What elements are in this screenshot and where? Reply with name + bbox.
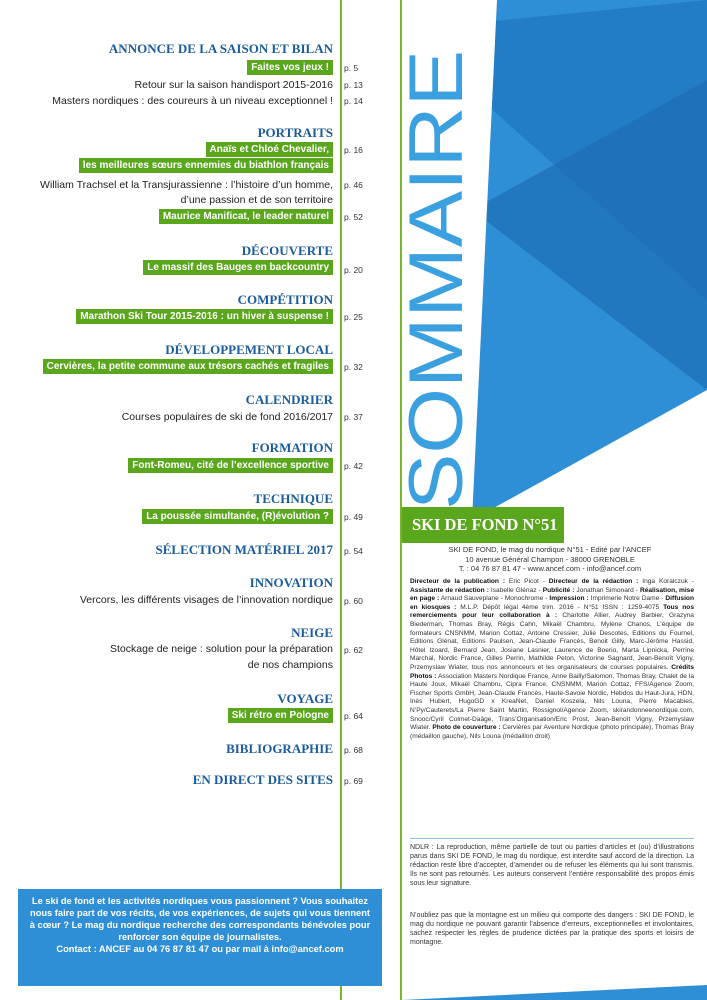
credits-block [410, 578, 694, 741]
page-number: p. 64 [344, 711, 363, 721]
page-number: p. 25 [344, 312, 363, 322]
page-number: p. 62 [344, 645, 363, 655]
page-number: p. 20 [344, 265, 363, 275]
toc-entry-highlight[interactable]: Le massif des Bauges en backcountry [143, 260, 333, 275]
credit-text: Association Masters Nordique France, Anne Bailly/Salomon, Thomas Bray, Chalet de la Haute Joux, Mikaël Chambru, Cipra France, CNSNMM, Marion Cottaz, FFS/Agence Zoom, Fischer Sports GmbH, Jean-Claude Francès, Haute-Savoie Nordic, Hebdos du Haut-Jura, HDN, Inès Hubert, HugoGD x KreaNet, Daniel Koszela, Nils Louna, Pierre Macabies, N’Py/Cauterets/La Pierre Saint Martin, Rossignol/Agence Zoom, skirandonneenordique.com, Snooc/Cyril Colmet-Daâge, Trans’Organisation/Eric Prost, Jean-Benoît Vigny, Przemyslaw Wiater. [410, 672, 694, 732]
credit-text: Inga Koralczuk - [638, 578, 694, 585]
section-heading: NEIGE [291, 625, 333, 640]
section-heading: TECHNIQUE [253, 491, 333, 506]
page-number: p. 32 [344, 362, 363, 372]
credit-text: Arnaud Sauveplane - Monochrome - [439, 595, 550, 603]
page-number: p. 14 [344, 96, 363, 106]
publication-line: T. : 04 76 87 81 47 - www.ancef.com - info@ancef.com [458, 564, 642, 573]
issue-label: SKI DE FOND N°51 [402, 507, 564, 543]
section-heading[interactable]: SÉLECTION MATÉRIEL 2017 [155, 542, 333, 557]
credit-text: M.L.P. Dépôt légal 4ème trim. 2016 - N°51 ISSN : 1259-4075 [456, 603, 664, 611]
toc-entry[interactable]: Masters nordiques : des coureurs à un niveau exceptionnel ! [52, 95, 333, 107]
page-number: p. 54 [344, 546, 363, 556]
vertical-title [394, 40, 479, 520]
publication-line: 10 avenue Général Champon - 38000 GRENOBLE [465, 554, 635, 564]
section-heading: ANNONCE DE LA SAISON ET BILAN [108, 41, 333, 56]
page-number: p. 60 [344, 596, 363, 606]
credit-text: Charlotte Allier, Audrey Barbier, Grazyna Biederman, Thomas Bray, Régis Cahn, Mikaël Chambru, Mylène Chanos, L’équipe de formateurs CNSNMM, Marion Cottaz, Antoine Cressier, Julie Descotes, Editions du Fournel, Editions Glénat, Editions Paulsen, Jean-Claude Francès, Benoit Gilly, Marc-Jérôme Hassid, Hôtel Izoard, Bernard Jean, Josiane Lasnier, Laurence de Boerio, Marta Lipnicka, Perrine Marchal, Nordic France, Gilles Perrin, Mathilde Peton, Victorine Sagnard, Jean-Benoît Vigny, Przemyslaw Wiater, tous nos annonceurs et les organisateurs de courses populaires. [410, 612, 694, 671]
bottom-decoration [402, 985, 707, 1000]
toc-entry[interactable]: de nos champions [247, 659, 333, 671]
toc-entry-highlight[interactable]: Maurice Manificat, le leader naturel [159, 209, 333, 224]
toc-entry-highlight[interactable]: Cervières, la petite commune aux trésors cachés et fragiles [43, 359, 333, 374]
toc-entry[interactable]: Vercors, les différents visages de l’innovation nordique [79, 594, 333, 606]
credit-label: Tous nos remerciements pour leur collaboration à : [410, 603, 694, 620]
credit-text: Eric Picot - [505, 578, 549, 585]
credit-label: Directeur de la publication : [410, 578, 506, 585]
callout-contact[interactable]: Contact : ANCEF au 04 76 87 81 47 ou par mail à info@ancef.com [56, 944, 344, 954]
page-number: p. 5 [344, 63, 359, 73]
page-number: p. 69 [344, 776, 363, 786]
toc-entry[interactable]: Stockage de neige : solution pour la préparation [110, 643, 333, 655]
page-number: p. 13 [344, 80, 363, 90]
section-heading[interactable]: EN DIRECT DES SITES [192, 772, 333, 787]
divider [410, 838, 694, 839]
credit-label: Assistante de rédaction : [410, 586, 489, 594]
toc-entry-highlight[interactable]: les meilleures sœurs ennemies du biathlon français [79, 158, 333, 173]
credit-label: Diffusion en kiosques : [410, 595, 694, 611]
credit-label: Photo de couverture : [432, 724, 501, 732]
toc-entry[interactable]: William Trachsel et la Transjurassienne : l’histoire d’un homme, [40, 179, 333, 191]
page-number: p. 52 [344, 212, 363, 222]
contributor-callout [18, 889, 382, 986]
section-heading: VOYAGE [277, 691, 333, 706]
toc-entry[interactable]: d’une passion et de son territoire [180, 194, 333, 206]
ndlr-note: NDLR : La reproduction, même partielle de tout ou parties d’articles et (ou) d’illustrations parus dans SKI DE FOND, le mag du nordique, est interdite sauf accord de la direction. La rédaction reste libre d’accepter, d’amender ou de refuser les éléments qui lui sont transmis. Ils ne sont pas retournés. Les auteurs conservent l’entière responsabilité des propos émis sous leur signature. [410, 844, 694, 887]
page-number: p. 68 [344, 745, 363, 755]
callout-text: Le ski de fond et les activités nordiques vous passionnent ? Vous souhaitez nous faire part de vos récits, de vos expériences, de sujets qui vous tiennent à cœur ? Le mag du nordique recherche des correspondants bénévoles pour renforcer son équipe de journalistes. [29, 896, 371, 942]
page-number: p. 49 [344, 512, 363, 522]
credit-text: Jonathan Simonard - [574, 586, 640, 594]
section-heading: CALENDRIER [245, 392, 333, 407]
page-number: p. 16 [344, 145, 363, 155]
danger-note: N’oubliez pas que la montagne est un milieu qui comporte des dangers : SKI DE FOND, le mag du nordique ne pouvant garantir l’absence d’erreurs, exceptionnelles et involontaires, sachez respecter les règles de prudence dictées par la pratique des sports et loisirs de montagne. [410, 912, 694, 946]
toc-entry[interactable]: Retour sur la saison handisport 2015-2016 [134, 79, 333, 91]
credit-label: Crédits Photos : [410, 663, 694, 680]
credit-text: Imprimerie Notre Dame - [588, 595, 666, 603]
section-heading: COMPÉTITION [237, 292, 333, 307]
publication-line: SKI DE FOND, le mag du nordique N°51 - Edité par l’ANCEF [448, 545, 652, 554]
toc-entry-highlight[interactable]: Font-Romeu, cité de l’excellence sportive [128, 458, 333, 473]
svg-text:SOMMAIRE: SOMMAIRE [394, 96, 479, 510]
publication-info [430, 545, 670, 574]
section-heading: DÉVELOPPEMENT LOCAL [165, 342, 333, 357]
toc-entry[interactable]: Courses populaires de ski de fond 2016/2017 [121, 411, 333, 423]
left-divider-line [340, 0, 342, 1000]
toc-entry-highlight[interactable]: Marathon Ski Tour 2015-2016 : un hiver à suspense ! [76, 309, 333, 324]
credit-label: Publicité : [542, 586, 575, 594]
section-heading: FORMATION [251, 440, 333, 455]
toc-entry-highlight[interactable]: La poussée simultanée, (R)évolution ? [142, 509, 333, 524]
section-heading: INNOVATION [249, 575, 333, 590]
credit-text: Cervières par Aventure Nordique (photo principale), Thomas Bray (médaillon gauche), Nils Louna (médaillon droit) [410, 724, 694, 740]
page-number: p. 37 [344, 412, 363, 422]
credit-label: Réalisation, mise en page : [410, 586, 694, 603]
page-number: p. 42 [344, 461, 363, 471]
toc-entry-highlight[interactable]: Faites vos jeux ! [247, 60, 333, 75]
section-heading: DÉCOUVERTE [241, 243, 333, 258]
toc-entry-highlight[interactable]: Ski rétro en Pologne [228, 708, 333, 723]
page-number: p. 46 [344, 180, 363, 190]
credit-label: Directeur de la rédaction : [548, 578, 639, 585]
credit-text: Isabelle Glénaz - [488, 586, 543, 594]
credit-label: Impression : [549, 595, 589, 603]
section-heading[interactable]: BIBLIOGRAPHIE [226, 741, 333, 756]
toc-entry-highlight[interactable]: Anaïs et Chloé Chevalier, [206, 142, 334, 157]
section-heading: PORTRAITS [257, 125, 333, 140]
